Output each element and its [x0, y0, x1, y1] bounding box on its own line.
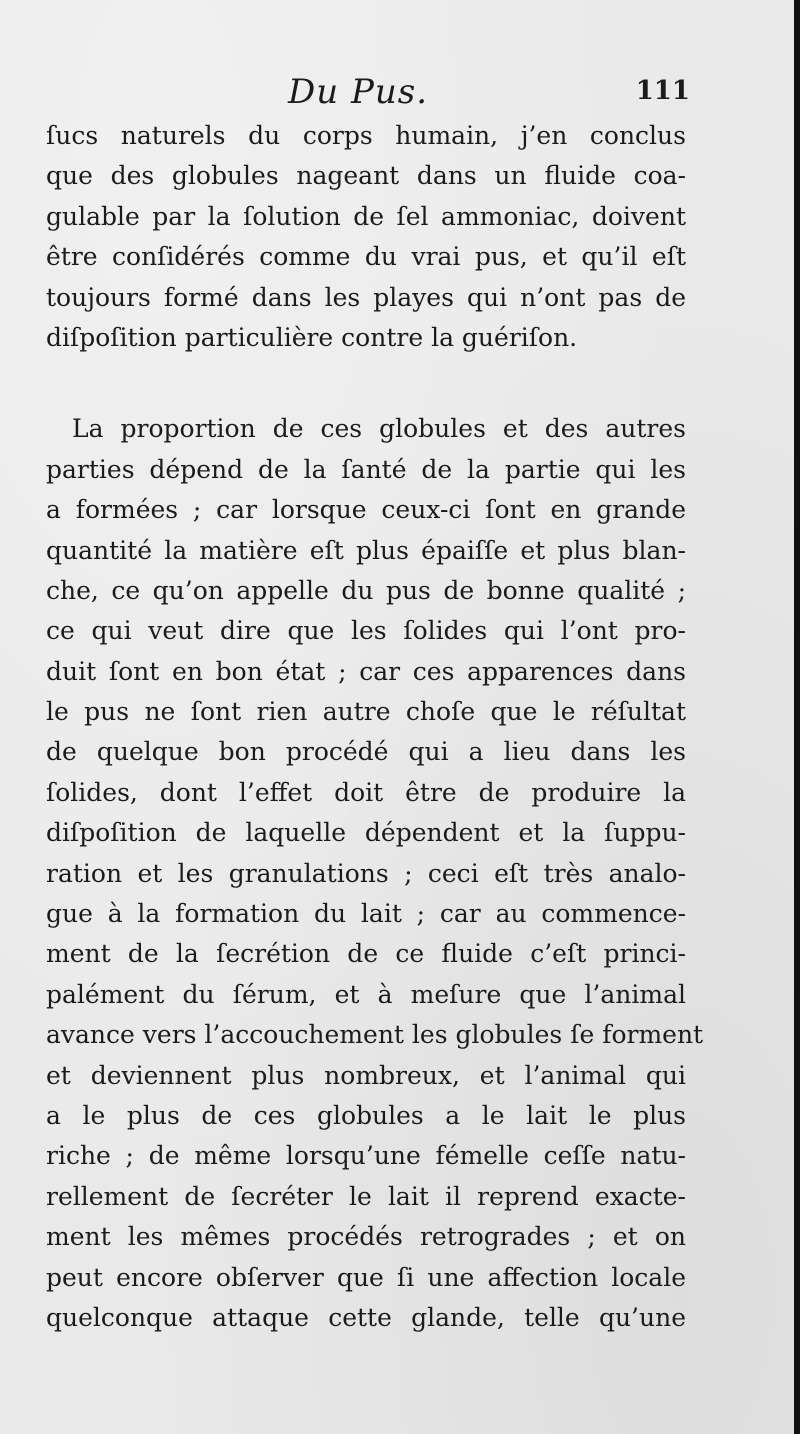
text-line: de quelque bon procédé qui a lieu dans les [46, 737, 686, 767]
text-line: quelconque attaque cette glande, telle qu’une [46, 1302, 686, 1332]
text-line: palément du ſérum, et à meſure que l’animal [46, 979, 686, 1009]
body-text [46, 116, 704, 1338]
text-line: être conſidérés comme du vrai pus, et qu’il eſt [46, 242, 686, 272]
text-line: ce qui veut dire que les ſolides qui l’ont pro- [46, 616, 686, 646]
text-line: ration et les granulations ; ceci eſt très analo- [46, 858, 686, 888]
text-line: le pus ne ſont rien autre choſe que le réſultat [46, 697, 686, 727]
text-line: La proportion de ces globules et des autres [72, 414, 686, 444]
text-line: che, ce qu’on appelle du pus de bonne qualité ; [46, 575, 686, 605]
text-line: diſpoſition de laquelle dépendent et la ſuppu- [46, 818, 686, 848]
paragraph-gap [46, 358, 686, 409]
running-head [40, 68, 690, 118]
text-line: a le plus de ces globules a le lait le plus [46, 1100, 686, 1130]
text-line: avance vers l’accouchement les globules ſe forment [46, 1020, 704, 1050]
text-line: et deviennent plus nombreux, et l’animal qui [46, 1060, 686, 1090]
text-line: diſpoſition particulière contre la guériſon. [46, 322, 578, 352]
text-line: quantité la matière eſt plus épaiſſe et plus blan- [46, 535, 686, 565]
paragraph-2 [46, 409, 704, 1338]
text-line: gue à la formation du lait ; car au commence- [46, 899, 686, 929]
text-line: gulable par la ſolution de ſel ammoniac, doivent [46, 201, 686, 231]
text-line: toujours formé dans les playes qui n’ont pas de [46, 282, 686, 312]
page-edge-shadow [794, 0, 800, 1434]
text-line: riche ; de même lorsqu’une fémelle ceſſe natu- [46, 1141, 686, 1171]
text-line: parties dépend de la ſanté de la partie qui les [46, 454, 686, 484]
running-head-title: Du Pus. [288, 72, 428, 112]
text-line: duit ſont en bon état ; car ces apparences dans [46, 656, 686, 686]
text-line: ſolides, dont l’effet doit être de produire la [46, 777, 686, 807]
page-number: 111 [635, 76, 690, 106]
text-line: a formées ; car lorsque ceux-ci ſont en grande [46, 495, 686, 525]
text-line: rellement de ſecréter le lait il reprend exacte- [46, 1181, 686, 1211]
text-line: ſucs naturels du corps humain, j’en conclus [46, 121, 686, 150]
text-line: ment les mêmes procédés retrogrades ; et on [46, 1222, 686, 1252]
paragraph-1 [46, 116, 686, 358]
text-line: ment de la ſecrétion de ce fluide c’eſt princi- [46, 939, 686, 969]
text-line: peut encore obſerver que ſi une affection locale [46, 1262, 686, 1292]
text-line: que des globules nageant dans un fluide coa- [46, 161, 686, 191]
